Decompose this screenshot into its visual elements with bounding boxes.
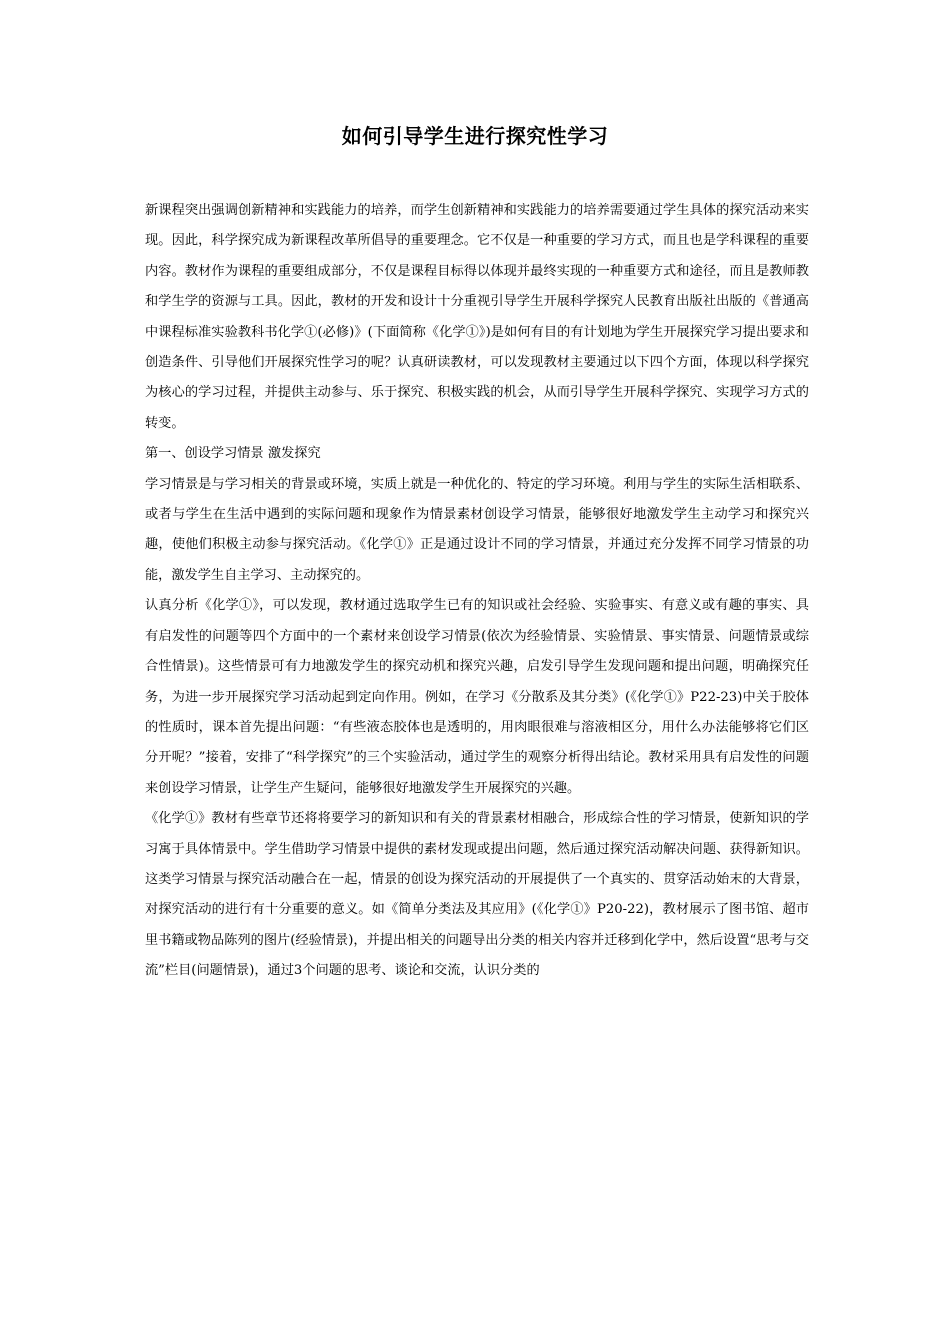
paragraph-intro: 新课程突出强调创新精神和实践能力的培养，而学生创新精神和实践能力的培养需要通过学生具体的探究活动来实现。因此，科学探究成为新课程改革所倡导的重要理念。它不仅是一种重要的学习方式，而且也是学科课程的重要内容。教材作为课程的重要组成部分，不仅是课程目标得以体现并最终实现的一种重要方式和途径，而且是教师教和学生学的资源与工具。因此，教材的开发和设计十分重视引导学生开展科学探究人民教育出版社出版的《普通高中课程标准实验教科书化学①(必修)》(下面简称《化学①》)是如何有目的有计划地为学生开展探究学习提出要求和创造条件、引导他们开展探究性学习的呢？认真研读教材，可以发现教材主要通过以下四个方面，体现以科学探究为核心的学习过程，并提供主动参与、乐于探究、积极实践的机会，从而引导学生开展科学探究、实现学习方式的转变。 (145, 203, 809, 431)
paragraph-learning-scenario: 学习情景是与学习相关的背景或环境，实质上就是一种优化的、特定的学习环境。利用与学生的实际生活相联系、或者与学生在生活中遇到的实际问题和现象作为情景素材创设学习情景，能够很好地激发学生主动学习和探究兴趣，使他们积极主动参与探究活动。《化学①》正是通过设计不同的学习情景，并通过充分发挥不同学习情景的功能，激发学生自主学习、主动探究的。 (145, 476, 809, 583)
document-body (145, 196, 809, 987)
paragraph-integrated-scenario: 《化学①》教材有些章节还将将要学习的新知识和有关的背景素材相融合，形成综合性的学习情景，使新知识的学习寓于具体情景中。学生借助学习情景中提供的素材发现或提出问题，然后通过探究活动解决问题、获得新知识。这类学习情景与探究活动融合在一起，情景的创设为探究活动的开展提供了一个真实的、贯穿活动始末的大背景，对探究活动的进行有十分重要的意义。如《简单分类法及其应用》(《化学①》P20-22)，教材展示了图书馆、超市里书籍或物品陈列的图片(经验情景)，并提出相关的问题导出分类的相关内容并迁移到化学中，然后设置“思考与交流”栏目(问题情景)，通过3个问题的思考、谈论和交流，认识分类的 (145, 811, 809, 979)
section-heading-1: 第一、创设学习情景 激发探究 (145, 446, 321, 462)
paragraph-analysis: 认真分析《化学①》，可以发现，教材通过选取学生已有的知识或社会经验、实验事实、有意义或有趣的事实、具有启发性的问题等四个方面中的一个素材来创设学习情景(依次为经验情景、实验情景、事实情景、问题情景或综合性情景)。这些情景可有力地激发学生的探究动机和探究兴趣，启发引导学生发现问题和提出问题，明确探究任务，为进一步开展探究学习活动起到定向作用。例如，在学习《分散系及其分类》(《化学①》P22-23)中关于胶体的性质时，课本首先提出问题：“有些液态胶体也是透明的，用肉眼很难与溶液相区分，用什么办法能够将它们区分开呢？”接着，安排了“科学探究”的三个实验活动，通过学生的观察分析得出结论。教材采用具有启发性的问题来创设学习情景，让学生产生疑问，能够很好地激发学生开展探究的兴趣。 (145, 598, 809, 796)
document-title: 如何引导学生进行探究性学习 (341, 124, 609, 148)
